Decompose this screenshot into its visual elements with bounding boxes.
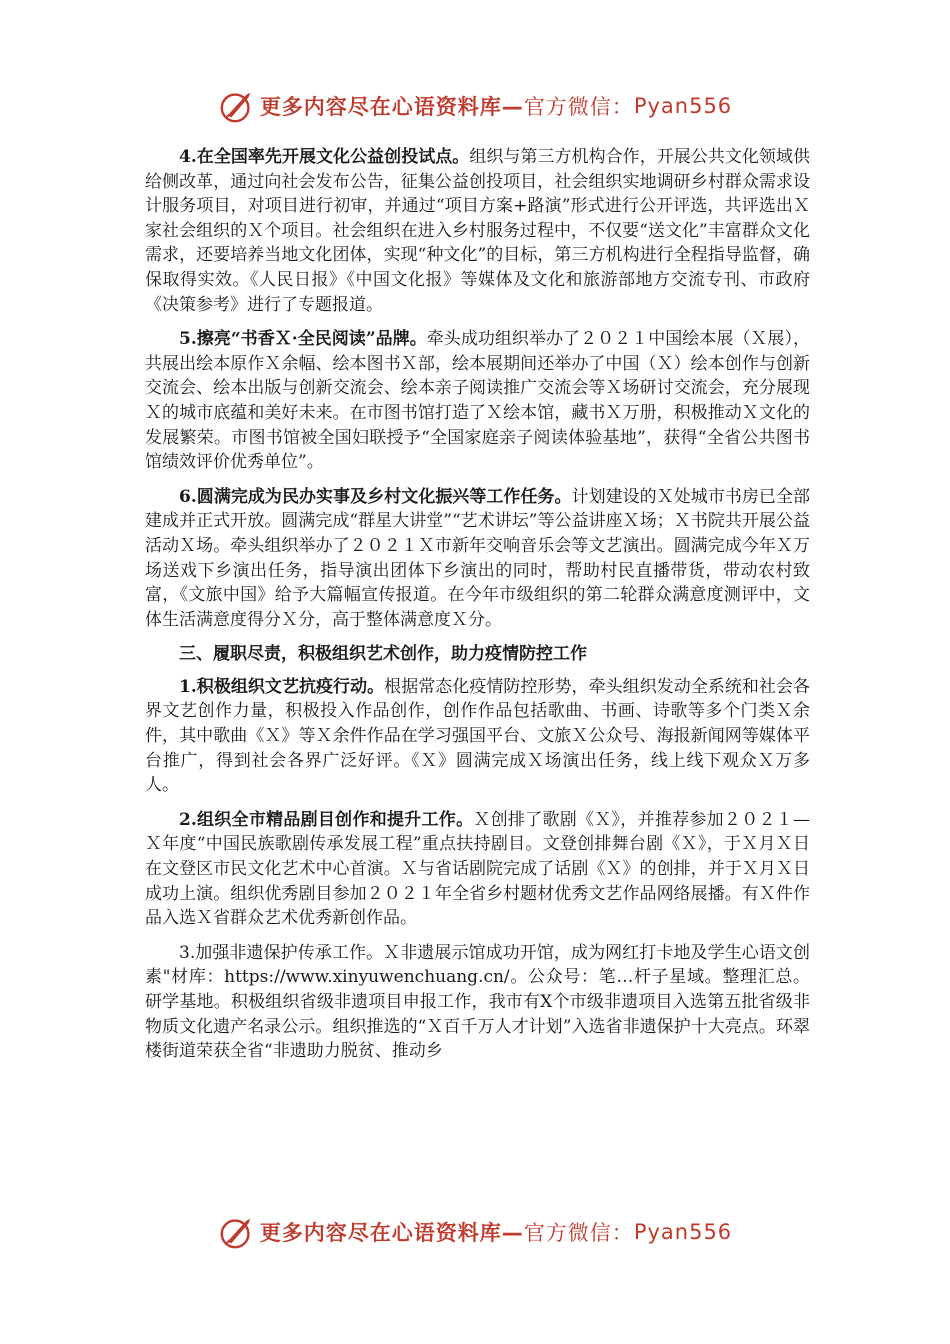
banner-text: 更多内容尽在心语资料库— [259,1221,524,1245]
paragraph-text: 根据常态化疫情防控形势，牵头组织发动全系统和社会各界文艺创作力量，积极投入作品创作，创作作品包括歌曲、书画、诗歌等多个门类Ｘ余件，其中歌曲《Ｘ》等Ｘ余件作品在学习强国平台、文旅Ｘ公众号、海报新闻网等媒体平台推广，得到社会各界广泛好评。《Ｘ》圆满完成Ｘ场演出任务，线上线下观众Ｘ万多人。 [145,676,811,796]
paragraph-lead: 6.圆满完成为民办实事及乡村文化振兴等工作任务。 [179,486,572,507]
banner-wechat-label: 官方微信： [523,95,634,119]
paragraph-text: 组织与第三方机构合作，开展公共文化领域供给侧改革，通过向社会发布公告，征集公益创投项目，社会组织实地调研乡村群众需求设计服务项目，对项目进行初审，并通过“项目方案+路演”形式进行公开评选，共评选出Ｘ家社会组织的Ｘ个项目。社会组织在进入乡村服务过程中，不仅要“送文化”丰富群众文化需求，还要培养当地文化团体，实现“种文化”的目标，第三方机构进行全程指导监督，确保取得实效。《人民日报》《中国文化报》等媒体及文化和旅游部地方交流专刊、市政府《决策参考》进行了专题报道。 [145,147,811,315]
quill-logo-icon [218,1213,256,1251]
paragraph-5 [145,327,810,475]
paragraph-4 [145,145,810,317]
paragraph-text: Ｘ创排了歌剧《Ｘ》，并推荐参加２０２１—Ｘ年度“中国民族歌剧传承发展工程”重点扶持剧目。文登创排舞台剧《Ｘ》，于Ｘ月Ｘ日在文登区市民文化艺术中心首演。Ｘ与省话剧院完成了话剧《Ｘ》的创排，并于Ｘ月Ｘ日成功上演。组织优秀剧目参加２０２１年全省乡村题材优秀文艺作品网络展播。有Ｘ件作品入选Ｘ省群众艺术优秀新创作品。 [145,809,811,929]
paragraph-s3-1 [145,675,810,798]
banner-wechat-label: 官方微信： [523,1221,634,1245]
paragraph-6 [145,485,810,633]
paragraph-s3-2 [145,808,810,931]
paragraph-text: 3.加强非遗保护传承工作。Ｘ非遗展示馆成功开馆，成为网红打卡地及学生心语文创素"材库：https://www.xinyuwenchuang.cn/。公众号：笔…杆子星域。整理汇总。研学基地。积极组织省级非遗项目申报工作，我市有X个市级非遗项目入选第五批省级非物质文化遗产名录公示。组织推选的“Ｘ百千万人才计划”入选省非遗保护十大亮点。环翠楼街道荣获全省“非遗助力脱贫、推动乡 [145,942,810,1062]
header-banner [0,82,950,130]
paragraph-lead: 2.组织全市精品剧目创作和提升工作。 [179,809,474,830]
document-body [145,145,810,1074]
banner-wechat-id: Pyan556 [633,1220,733,1244]
banner-text: 更多内容尽在心语资料库— [259,95,524,119]
footer-banner [0,1208,950,1256]
paragraph-s3-3 [145,941,810,1064]
paragraph-text: 牵头成功组织举办了２０２１中国绘本展（Ｘ展），共展出绘本原作Ｘ余幅、绘本图书Ｘ部，绘本展期间还举办了中国（Ｘ）绘本创作与创新交流会、绘本出版与创新交流会、绘本亲子阅读推广交流会等Ｘ场研讨交流会，充分展现Ｘ的城市底蕴和美好未来。在市图书馆打造了Ｘ绘本馆，藏书Ｘ万册，积极推动Ｘ文化的发展繁荣。市图书馆被全国妇联授予“全国家庭亲子阅读体验基地”，获得“全省公共图书馆绩效评价优秀单位”。 [145,329,810,473]
section-heading: 三、履职尽责，积极组织艺术创作，助力疫情防控工作 [179,644,587,665]
paragraph-lead: 5.擦亮“书香Ｘ·全民阅读”品牌。 [179,329,427,350]
banner-wechat-id: Pyan556 [633,94,733,118]
paragraph-lead: 4.在全国率先开展文化公益创投试点。 [179,147,470,167]
paragraph-lead: 1.积极组织文艺抗疫行动。 [179,676,385,697]
paragraph-text: 计划建设的Ｘ处城市书房已全部建成并正式开放。圆满完成“群星大讲堂”“艺术讲坛”等公益讲座Ｘ场；Ｘ书院共开展公益活动Ｘ场。牵头组织举办了２０２１Ｘ市新年交响音乐会等文艺演出。圆满完成今年Ｘ万场送戏下乡演出任务，指导演出团体下乡演出的同时，帮助村民直播带货，带动农村致富，《文旅中国》给予大篇幅宣传报道。在今年市级组织的第二轮群众满意度测评中，文体生活满意度得分Ｘ分，高于整体满意度Ｘ分。 [145,486,810,630]
quill-logo-icon [218,87,256,125]
